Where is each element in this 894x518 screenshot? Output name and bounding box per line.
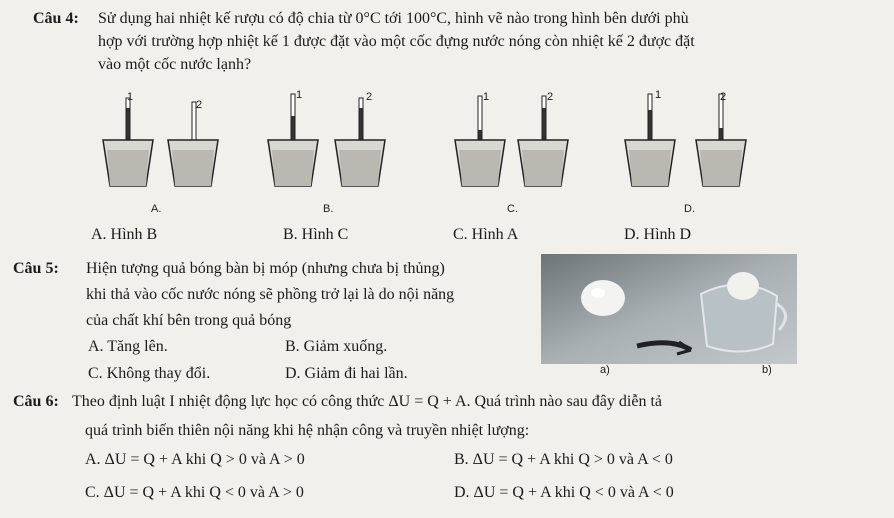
photo-label-a: a) (600, 364, 610, 376)
fig-a-label: A. (151, 203, 162, 215)
q6-option-d[interactable]: D. ΔU = Q + A khi Q < 0 và A < 0 (454, 484, 674, 501)
q6-text-line2: quá trình biến thiên nội năng khi hệ nhận công và truyền nhiệt lượng: (85, 422, 530, 439)
fig-b-thermometer-2-label: 2 (366, 91, 373, 103)
q4-option-c[interactable]: C. Hình A (453, 226, 519, 243)
fig-b-thermometer-1-label: 1 (296, 89, 303, 101)
fig-c-thermometer-2-label: 2 (547, 91, 554, 103)
q6-option-a[interactable]: A. ΔU = Q + A khi Q > 0 và A > 0 (85, 451, 305, 468)
q5-text-line2: khi thả vào cốc nước nóng sẽ phồng trở lại là do nội năng (86, 286, 455, 303)
thermometer-figure-c (452, 88, 582, 193)
q4-text-line1: Sử dụng hai nhiệt kế rượu có độ chia từ 0°C tới 100°C, hình vẽ nào trong hình bên dưới phù (98, 10, 689, 27)
q4-option-b[interactable]: B. Hình C (283, 226, 349, 243)
q4-number: Câu 4: (33, 10, 79, 27)
ping-pong-ball-photo (541, 254, 797, 364)
q4-text-line3: vào một cốc nước lạnh? (98, 56, 252, 73)
q4-text-line2: hợp với trường hợp nhiệt kế 1 được đặt vào một cốc đựng nước nóng còn nhiệt kế 2 được đặt (98, 33, 695, 50)
fig-a-thermometer-2-label: 2 (196, 99, 203, 111)
q4-option-a[interactable]: A. Hình B (91, 226, 158, 243)
fig-a-thermometer-1-label: 1 (127, 91, 134, 103)
photo-label-b: b) (762, 364, 772, 376)
q5-text-line1: Hiện tượng quả bóng bàn bị móp (nhưng chưa bị thủng) (86, 260, 445, 277)
fig-d-label: D. (684, 203, 695, 215)
q5-option-c[interactable]: C. Không thay đổi. (88, 365, 211, 382)
thermometer-figure-a (98, 88, 228, 193)
q4-option-d[interactable]: D. Hình D (624, 226, 692, 243)
thermometer-figure-b (265, 88, 395, 193)
q5-option-d[interactable]: D. Giảm đi hai lần. (285, 365, 408, 382)
q5-text-line3: của chất khí bên trong quả bóng (86, 312, 292, 329)
q5-number: Câu 5: (13, 260, 59, 277)
fig-c-label: C. (507, 203, 518, 215)
fig-c-thermometer-1-label: 1 (483, 91, 490, 103)
q6-option-c[interactable]: C. ΔU = Q + A khi Q < 0 và A > 0 (85, 484, 304, 501)
fig-d-thermometer-1-label: 1 (655, 89, 662, 101)
q5-option-b[interactable]: B. Giảm xuống. (285, 338, 388, 355)
q5-option-a[interactable]: A. Tăng lên. (88, 338, 168, 355)
q6-text-line1: Theo định luật I nhiệt động lực học có công thức ΔU = Q + A. Quá trình nào sau đây diễn tả (72, 393, 662, 410)
fig-b-label: B. (323, 203, 334, 215)
fig-d-thermometer-2-label: 2 (720, 91, 727, 103)
q6-number: Câu 6: (13, 393, 59, 410)
thermometer-figure-d (622, 88, 752, 193)
q6-option-b[interactable]: B. ΔU = Q + A khi Q > 0 và A < 0 (454, 451, 673, 468)
